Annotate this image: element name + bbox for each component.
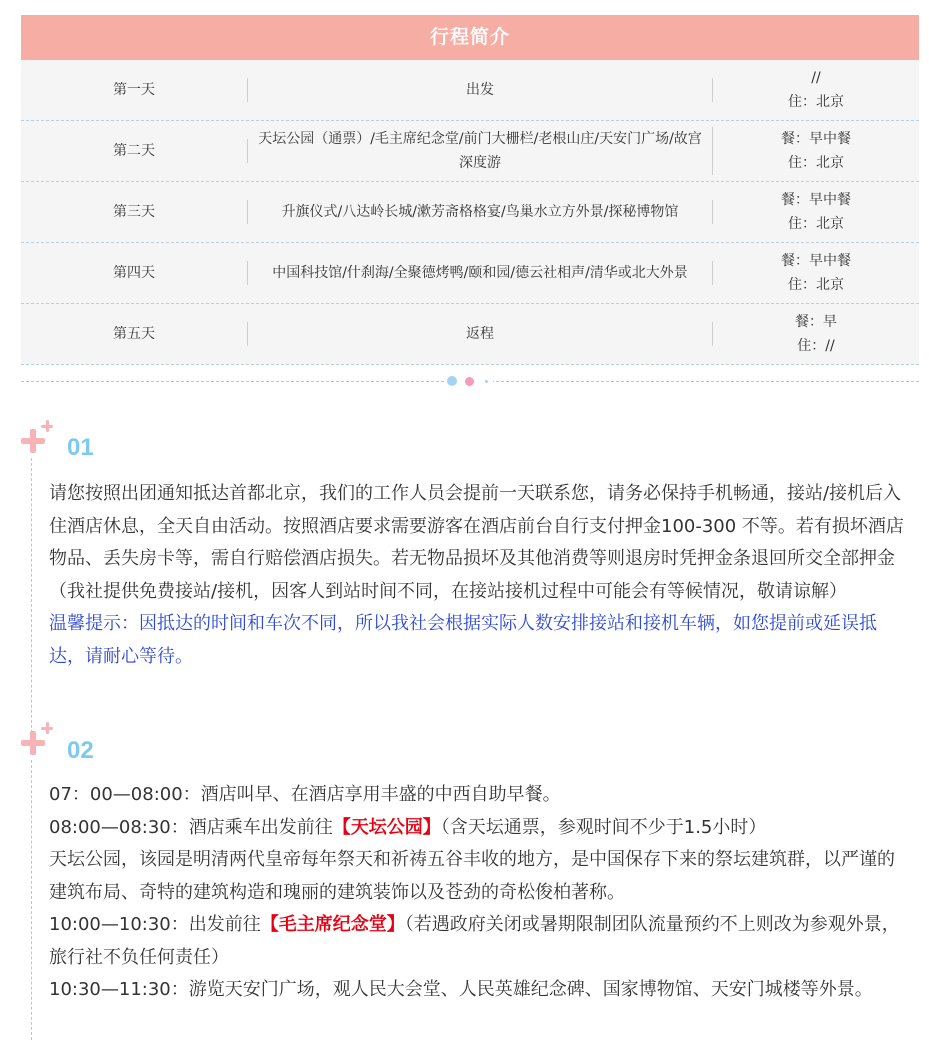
section-body xyxy=(49,478,909,673)
route-cell xyxy=(248,322,713,346)
info-cell xyxy=(713,66,919,114)
section-number: 02 xyxy=(67,737,94,764)
schedule-time: 10:00—10:30：出发前往 xyxy=(49,914,261,935)
meal-text: 餐：早中餐 xyxy=(781,253,851,269)
day-cell: 第三天 xyxy=(21,200,248,224)
info-cell xyxy=(713,127,919,175)
table-row xyxy=(21,60,919,121)
schedule-time: 08:00—08:30：酒店乘车出发前往 xyxy=(49,816,333,838)
itinerary-block xyxy=(21,15,919,395)
plus-icon xyxy=(21,429,45,453)
meal-text: 餐：早中餐 xyxy=(781,131,851,147)
schedule-line: 10:30—11:30：游览天安门广场，观人民大会堂、人民英雄纪念碑、国家博物馆、天安门城楼等外景。 xyxy=(49,979,873,1000)
schedule-line xyxy=(49,909,909,974)
route-text: 出发 xyxy=(466,82,494,98)
section-divider xyxy=(21,365,919,395)
info-cell xyxy=(713,188,919,236)
schedule-line xyxy=(49,812,909,845)
day-cell: 第四天 xyxy=(21,261,248,285)
warm-tip-text: 温馨提示：因抵达的时间和车次不同，所以我社会根据实际人数安排接站和接机车辆，如您提前或延误抵达，请耐心等待。 xyxy=(49,613,877,667)
highlight-place: 【天坛公园】 xyxy=(332,816,441,838)
stay-text: 住：北京 xyxy=(788,155,844,171)
table-row xyxy=(21,121,919,182)
day-cell: 第二天 xyxy=(21,139,248,163)
blue-dot-icon xyxy=(447,376,457,386)
route-cell xyxy=(248,78,713,102)
stay-text: 住：北京 xyxy=(788,216,844,232)
section-guide-line xyxy=(31,760,32,1040)
itinerary-table xyxy=(21,60,919,365)
schedule-note: （若遇政府关闭或暑期限制团队流量预约不上则改为参观外景，旅行社不负任何责任） xyxy=(49,914,900,968)
day-cell: 第五天 xyxy=(21,322,248,346)
route-cell xyxy=(248,261,713,285)
description-text: 天坛公园，该园是明清两代皇帝每年祭天和祈祷五谷丰收的地方，是中国保存下来的祭坛建筑群，以严谨的建筑布局、奇特的建筑构造和瑰丽的建筑装饰以及苍劲的奇松俊柏著称。 xyxy=(49,849,895,903)
info-cell xyxy=(713,249,919,297)
plus-small-icon xyxy=(41,420,53,432)
table-row xyxy=(21,243,919,304)
route-text: 中国科技馆/什刹海/全聚德烤鸭/颐和园/德云社相声/清华或北大外景 xyxy=(272,265,688,281)
section-02 xyxy=(21,722,919,1034)
stay-text: 住：北京 xyxy=(788,94,844,110)
route-cell xyxy=(248,200,713,224)
route-text: 返程 xyxy=(466,326,494,342)
table-row xyxy=(21,304,919,365)
schedule-line: 07：00—08:00：酒店叫早、在酒店享用丰盛的中西自助早餐。 xyxy=(49,784,561,805)
small-dot-icon xyxy=(485,380,488,383)
itinerary-title: 行程简介 xyxy=(21,15,919,60)
stay-text: 住：北京 xyxy=(788,277,844,293)
table-row xyxy=(21,182,919,243)
stay-text: 住：// xyxy=(797,338,835,354)
plus-icon xyxy=(21,731,45,755)
pink-dot-icon xyxy=(465,377,474,386)
route-cell xyxy=(248,127,713,175)
day-cell: 第一天 xyxy=(21,78,248,102)
section-number: 01 xyxy=(67,434,94,461)
route-text: 升旗仪式/八达岭长城/漱芳斋格格宴/鸟巢水立方外景/探秘博物馆 xyxy=(281,204,679,220)
schedule-note: （含天坛通票，参观时间不少于1.5小时） xyxy=(440,816,767,838)
section-body xyxy=(49,779,909,1007)
meal-text: // xyxy=(811,70,821,86)
section-01 xyxy=(21,420,919,720)
section-guide-line xyxy=(31,458,32,748)
meal-text: 餐：早中餐 xyxy=(781,192,851,208)
plus-small-icon xyxy=(41,722,53,734)
route-text: 天坛公园（通票）/毛主席纪念堂/前门大栅栏/老根山庄/天安门广场/故宫深度游 xyxy=(258,131,702,171)
divider-dots-icon xyxy=(445,375,493,387)
highlight-place: 【毛主席纪念堂】 xyxy=(260,914,405,935)
meal-text: 餐：早 xyxy=(795,314,837,330)
info-cell xyxy=(713,310,919,358)
section-body-text: 请您按照出团通知抵达首都北京，我们的工作人员会提前一天联系您，请务必保持手机畅通，接站/接机后入住酒店休息，全天自由活动。按照酒店要求需要游客在酒店前台自行支付押金100-300 不等。若有损坏酒店物品、丢失房卡等，需自行赔偿酒店损失。若无物品损坏及其他消费等则退房时凭押金条退回所交全部押金（我社提供免费接站/接机，因客人到站时间不同，在接站接机过程中可能会有等候情况，敬请谅解） xyxy=(49,483,904,602)
